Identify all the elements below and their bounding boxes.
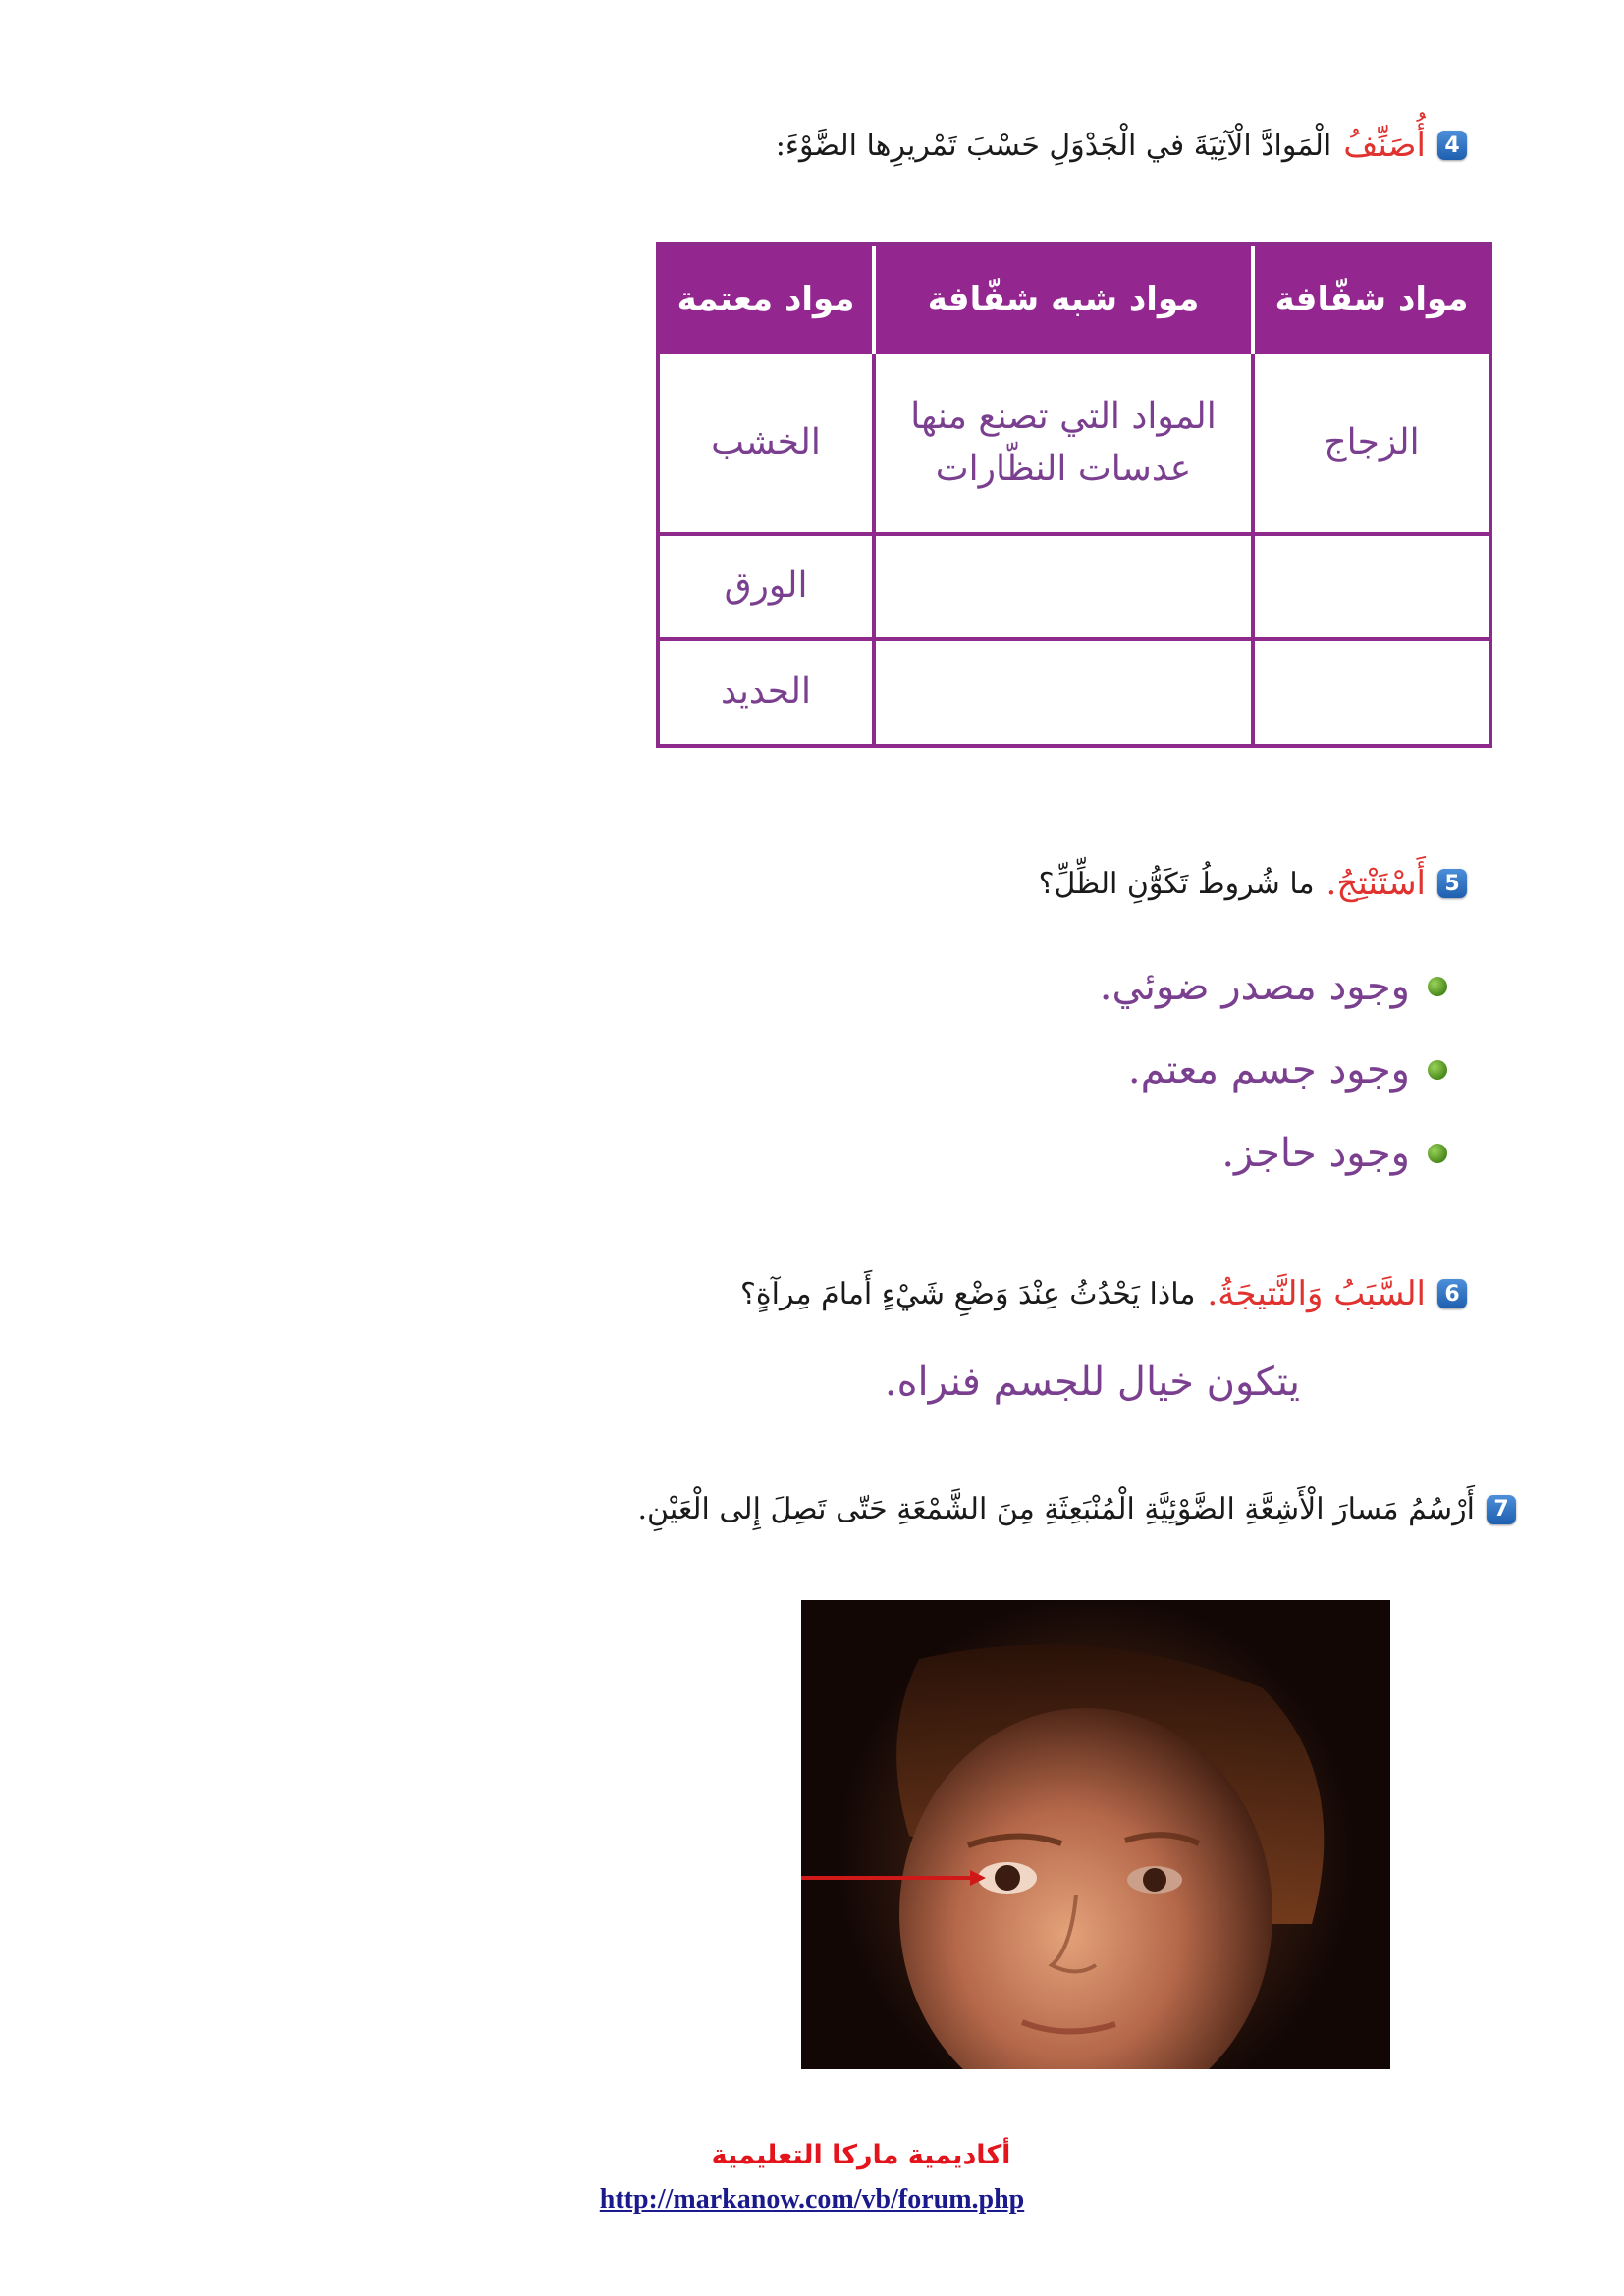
footer-link[interactable]: http://markanow.com/vb/forum.php (599, 2184, 1025, 2215)
question-5 (1039, 864, 1467, 903)
answer-text: وجود حاجز. (1221, 1130, 1410, 1176)
question-text: ماذا يَحْدُثُ عِنْدَ وَضْعِ شَيْءٍ أَمامَ مِرآةٍ؟ (740, 1276, 1196, 1311)
question-keyword: السَّبَبُ وَالنَّتيجَةُ. (1207, 1274, 1426, 1313)
green-bullet-icon (1428, 977, 1447, 996)
question-number-badge: 4 (1437, 131, 1467, 160)
table-cell-empty[interactable] (876, 641, 1255, 744)
list-item (1100, 944, 1447, 1028)
answer-text: وجود جسم معتم. (1127, 1046, 1410, 1093)
table-cell-empty[interactable] (1255, 641, 1489, 744)
list-item (1100, 1028, 1447, 1111)
photo-illustration (801, 1600, 1390, 2069)
question-text: الْمَوادَّ الْآتِيَةَ في الْجَدْوَلِ حَسْبَ تَمْريرِها الضَّوْءَ: (775, 128, 1332, 163)
table-cell: الحديد (660, 641, 876, 744)
table-cell-empty[interactable] (1255, 536, 1489, 641)
list-item (1100, 1111, 1447, 1195)
table-cell: الزجاج (1255, 354, 1489, 536)
table-cell: الخشب (660, 354, 876, 536)
question-4 (776, 126, 1467, 165)
table-cell: المواد التي تصنع منها عدسات النظّارات (876, 354, 1255, 536)
question-6 (740, 1274, 1467, 1313)
table-cell: الورق (660, 536, 876, 641)
question-number-badge: 6 (1437, 1279, 1467, 1308)
green-bullet-icon (1428, 1144, 1447, 1163)
question-number-badge: 7 (1487, 1495, 1516, 1524)
header-transparent: مواد شفّافة (1255, 246, 1489, 354)
header-translucent: مواد شبه شفّافة (876, 246, 1255, 354)
question-keyword: أُصَنِّفُ (1343, 126, 1426, 165)
table-cell-empty[interactable] (876, 536, 1255, 641)
question-keyword: أَسْتَنْتِجُ. (1326, 864, 1426, 903)
answer-text: وجود مصدر ضوئي. (1099, 963, 1410, 1009)
materials-table (656, 242, 1492, 748)
answer-list (1100, 944, 1447, 1195)
answer-text: يتكون خيال للجسم فنراه. (884, 1360, 1300, 1405)
green-bullet-icon (1428, 1060, 1447, 1080)
question-number-badge: 5 (1437, 869, 1467, 898)
footer-title: أكاديمية ماركا التعليمية (711, 2140, 1011, 2170)
question-7 (638, 1492, 1516, 1526)
header-opaque: مواد معتمة (660, 246, 876, 354)
question-text: ما شُروطُ تَكَوُّنِ الظِّلِّ؟ (1038, 866, 1315, 901)
question-text: أَرْسُمُ مَسارَ الْأَشِعَّةِ الضَّوْئِيَّةِ الْمُنْبَعِثَةِ مِنَ الشَّمْعَةِ حَتّى تَصِلَ إِلى الْعَيْنِ. (637, 1492, 1475, 1526)
girl-face-photo (801, 1600, 1390, 2069)
